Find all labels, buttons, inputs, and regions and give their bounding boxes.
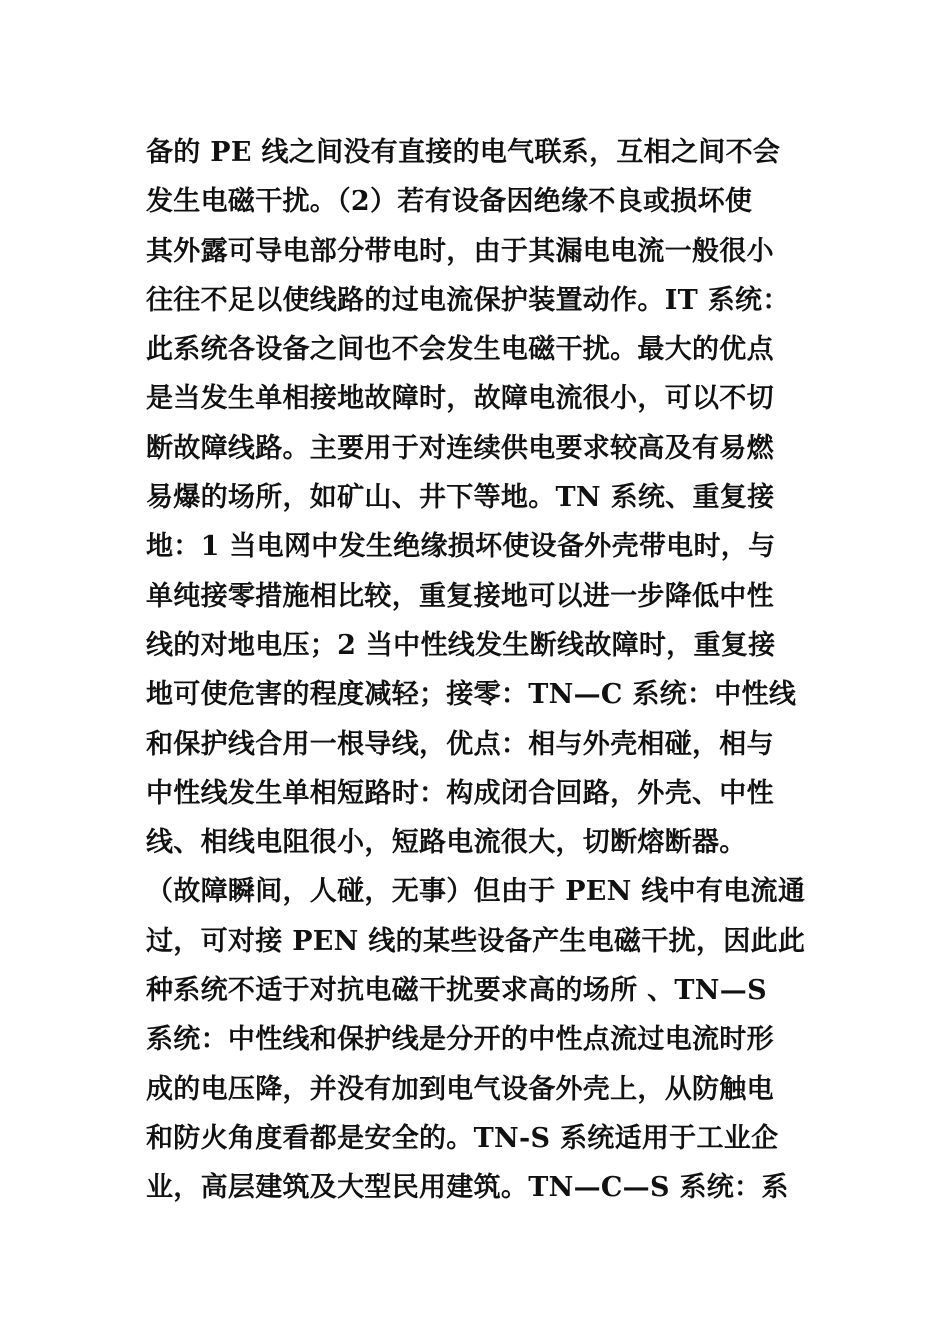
- text-line: 地：1 当电网中发生绝缘损坏使设备外壳带电时，与: [146, 531, 776, 563]
- text-line: 线、相线电阻很小，短路电流很大，切断熔断器。: [146, 827, 747, 859]
- text-line: 和保护线合用一根导线，优点：相与外壳相碰，相与: [146, 728, 774, 760]
- text-line: 其外露可导电部分带电时，由于其漏电电流一般很小: [146, 235, 774, 267]
- text-line: 和防火角度看都是安全的。TN-S 系统适用于工业企: [146, 1122, 779, 1154]
- text-line: 断故障线路。主要用于对连续供电要求较高及有易燃: [146, 432, 774, 464]
- text-line: 此系统各设备之间也不会发生电磁干扰。最大的优点: [146, 334, 774, 366]
- text-line: （故障瞬间，人碰，无事）但由于 PEN 线中有电流通: [146, 876, 806, 908]
- text-line: 种系统不适于对抗电磁干扰要求高的场所 、TN—S: [146, 975, 767, 1007]
- text-line: 过，可对接 PEN 线的某些设备产生电磁干扰，因此此: [146, 925, 806, 957]
- text-line: 单纯接零措施相比较，重复接地可以进一步降低中性: [146, 580, 774, 612]
- body-text: [146, 128, 836, 1213]
- text-line: 备的 PE 线之间没有直接的电气联系，互相之间不会: [146, 137, 781, 168]
- text-line: 成的电压降，并没有加到电气设备外壳上，从防触电: [146, 1073, 774, 1105]
- text-line: 中性线发生单相短路时：构成闭合回路，外壳、中性: [146, 777, 774, 809]
- text-line: 地可使危害的程度减轻；接零：TN—C 系统：中性线: [146, 679, 797, 711]
- text-line: 是当发生单相接地故障时，故障电流很小，可以不切: [146, 383, 774, 415]
- text-line: 系统：中性线和保护线是分开的中性点流过电流时形: [146, 1024, 774, 1056]
- text-line: 线的对地电压；2 当中性线发生断线故障时，重复接: [146, 629, 776, 661]
- text-line: 业，高层建筑及大型民用建筑。TN—C—S 系统：系: [146, 1172, 789, 1204]
- text-line: 易爆的场所，如矿山、井下等地。TN 系统、重复接: [146, 482, 775, 514]
- text-line: 往往不足以使线路的过电流保护装置动作。IT 系统：: [146, 284, 790, 316]
- text-line: 发生电磁干扰。（2）若有设备因绝缘不良或损坏使: [146, 186, 753, 218]
